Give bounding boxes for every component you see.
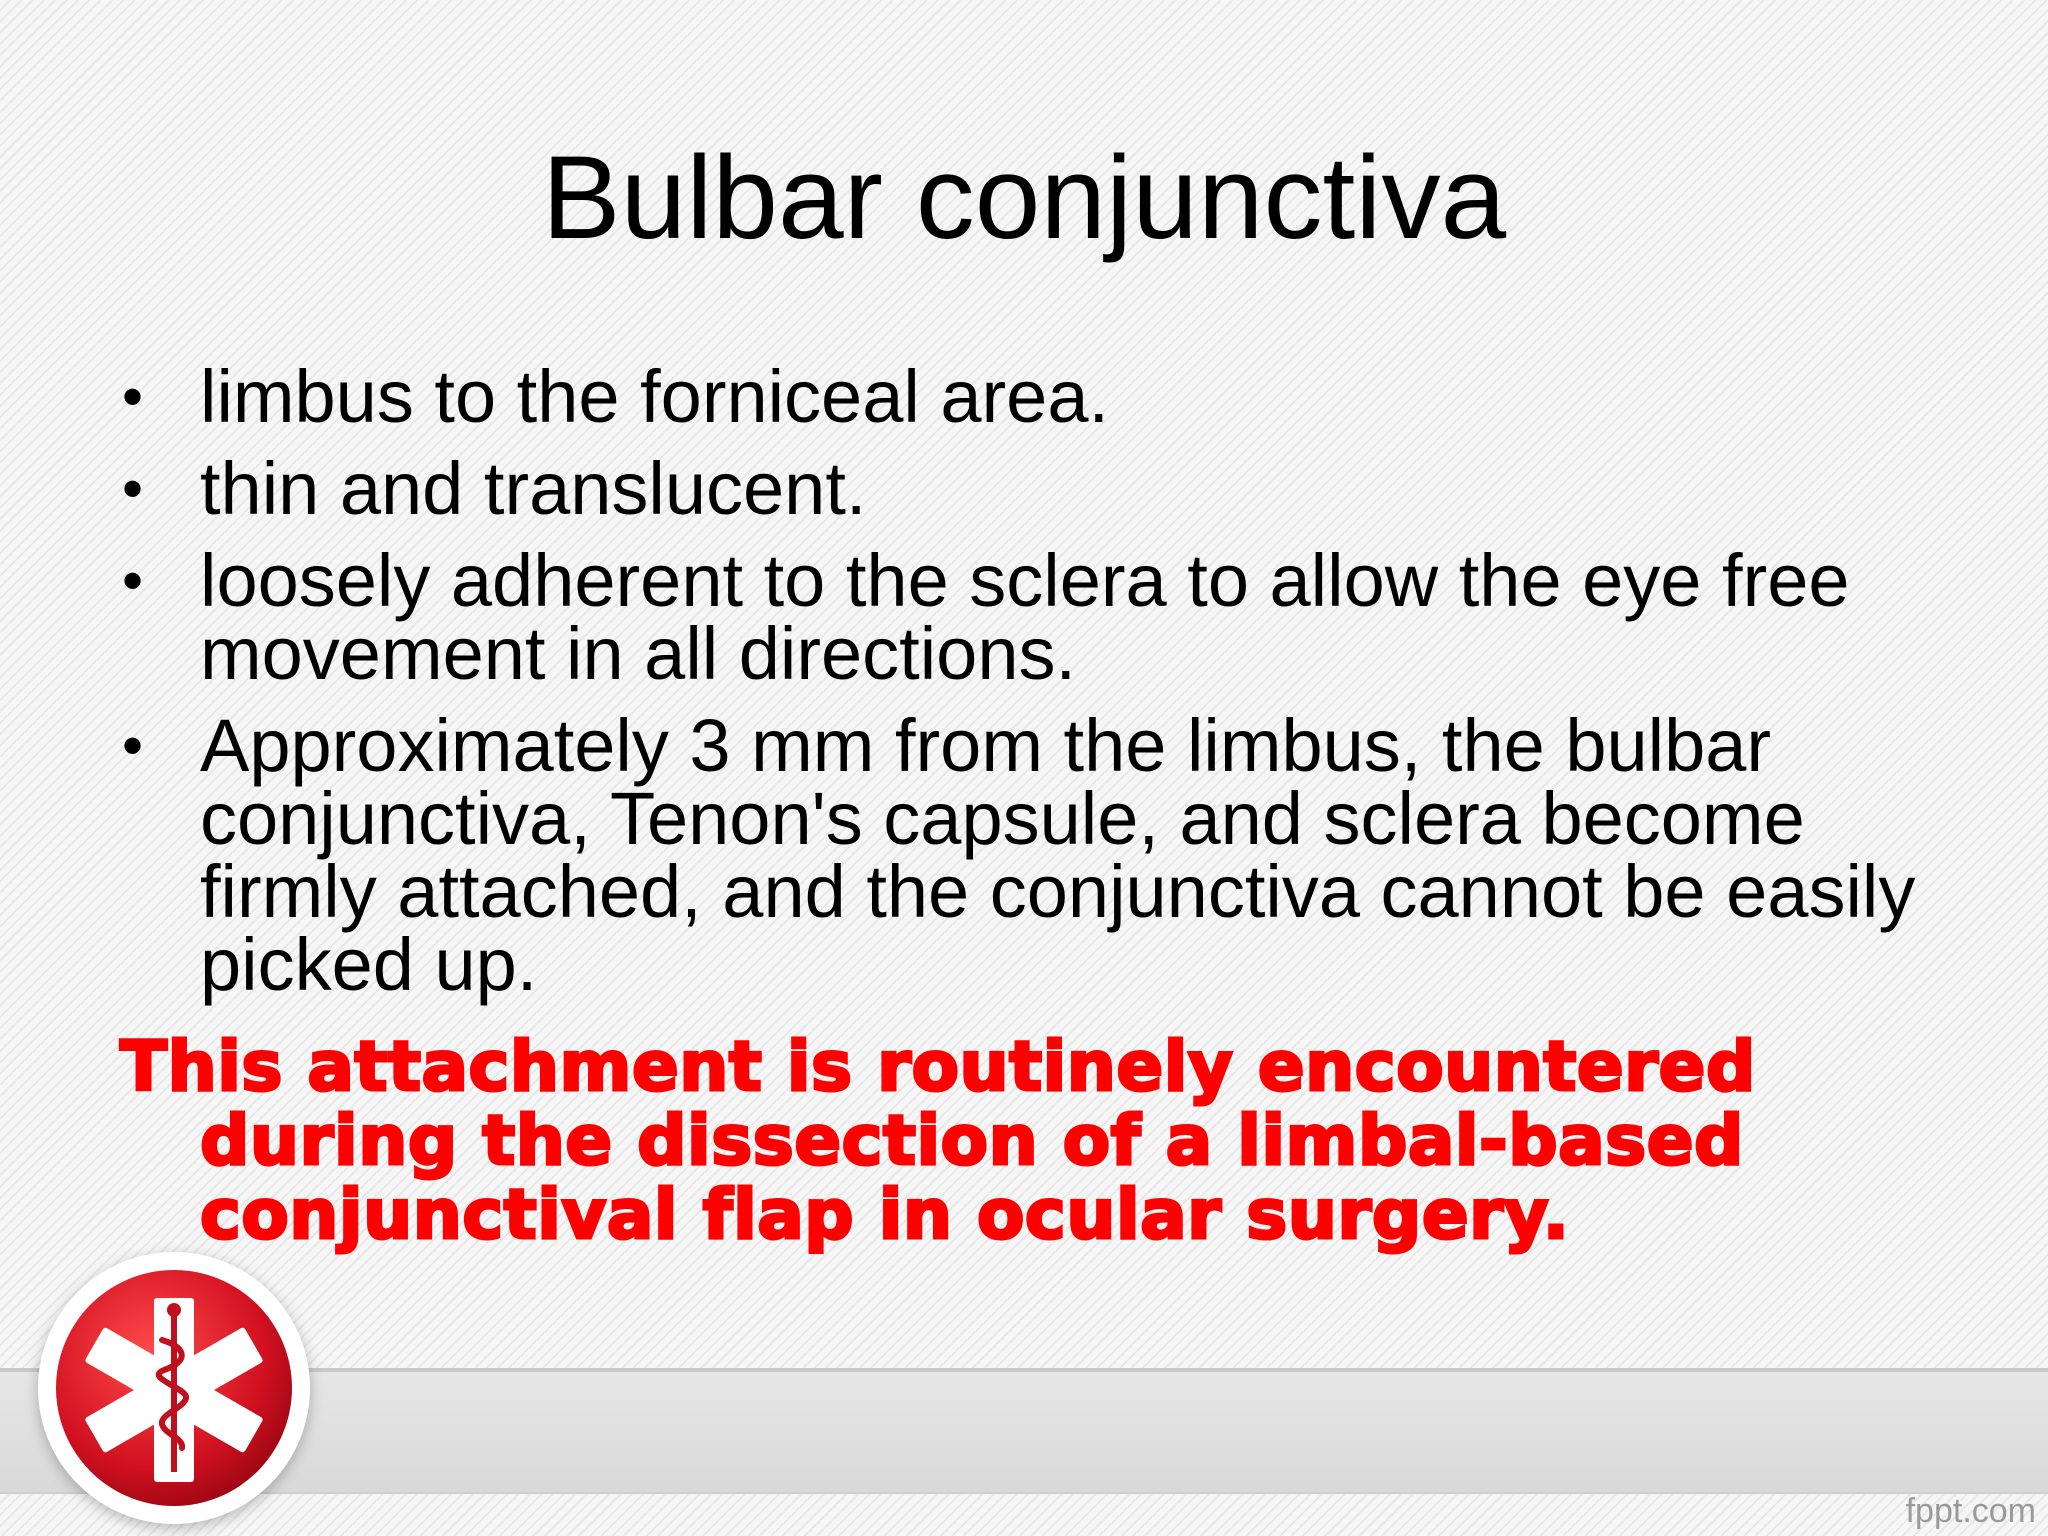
logo [38, 1252, 310, 1524]
slide-title: Bulbar conjunctiva [541, 132, 1507, 264]
bullet-text: Approximately 3 mm from the limbus, the bulbar conjunctiva, Tenon's capsule, and sclera become firmly attached, and the conjunctiva cannot be easily picked up. [200, 704, 1916, 1006]
bullet-dot-icon: • [122, 547, 144, 614]
bullet-dot-icon: • [122, 455, 144, 522]
bullet-text: loosely adherent to the sclera to allow the eye free movement in all directions. [200, 539, 1850, 695]
star-of-life-icon [38, 1252, 310, 1524]
bullet-text: thin and translucent. [200, 447, 867, 530]
bullet-list [120, 355, 1940, 1020]
emphasis-text: This attachment is routinely encountered during the dissection of a limbal-based conjunctival flap in ocular surgery. [120, 1027, 1756, 1255]
bullet-item [120, 355, 1940, 438]
watermark: fppt.com [1905, 1492, 2036, 1530]
bullet-item [120, 539, 1940, 695]
bullet-dot-icon: • [122, 363, 144, 430]
bullet-text: limbus to the forniceal area. [200, 355, 1110, 438]
bullet-dot-icon: • [122, 712, 144, 779]
bullet-item [120, 704, 1940, 1006]
bullet-item [120, 447, 1940, 530]
